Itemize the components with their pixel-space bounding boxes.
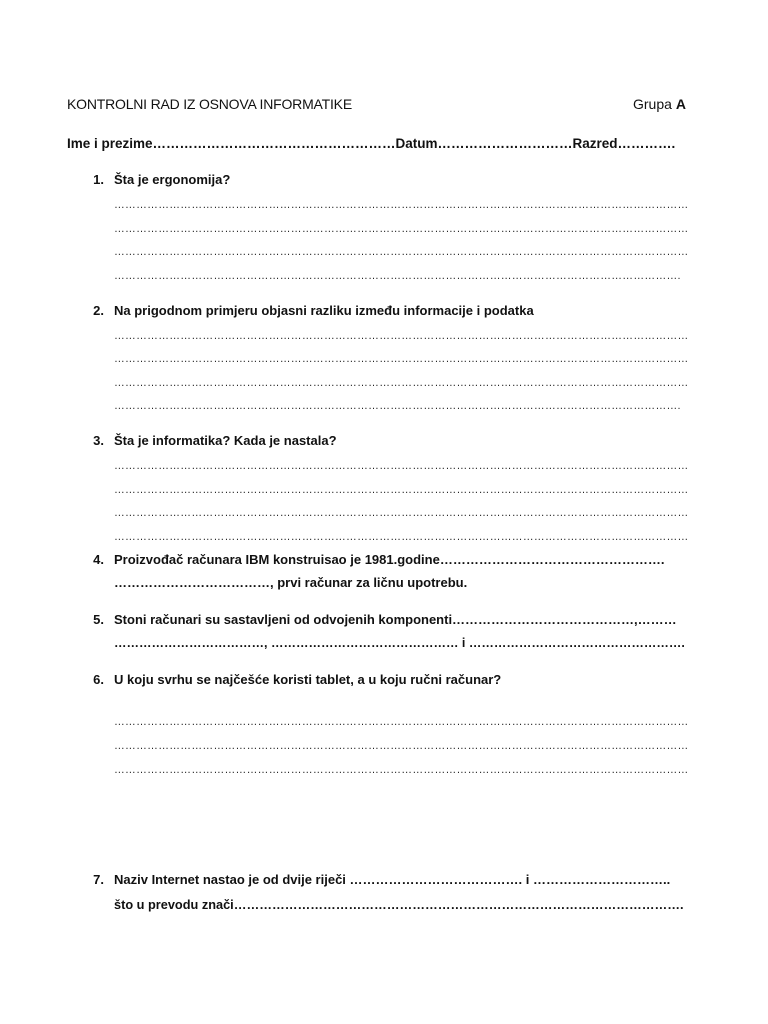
answer-line[interactable]: ………………………………………………………………………………………………………………………………………… bbox=[114, 740, 689, 752]
question-text: Proizvođač računara IBM konstruisao je 1981.godine……………………………………………. bbox=[114, 552, 665, 567]
question-text: Šta je ergonomija? bbox=[114, 172, 231, 187]
answer-line[interactable]: ………………………………………………………………………………………………………………………………………… bbox=[114, 330, 689, 342]
question-text: Naziv Internet nastao je od dvije riječi …………………………………. i ………………………….. bbox=[114, 872, 671, 887]
group-label-text: Grupa bbox=[633, 96, 672, 112]
question-number: 5. bbox=[93, 612, 104, 627]
answer-line[interactable]: ………………………………………………………………………………………………………………………………………… bbox=[114, 716, 689, 728]
group-value: A bbox=[675, 96, 687, 112]
answer-line[interactable]: ………………………………………………………………………………………………………………………………………. bbox=[114, 270, 681, 282]
answer-line[interactable]: ………………………………………………………………………………………………………………………………………… bbox=[114, 377, 689, 389]
question-number: 2. bbox=[93, 303, 104, 318]
question-text: Na prigodnom primjeru objasni razliku između informacije i podatka bbox=[114, 303, 534, 318]
page-title: KONTROLNI RAD IZ OSNOVA INFORMATIKE bbox=[67, 96, 352, 112]
answer-line[interactable]: ………………………………………………………………………………………………………………………………………… bbox=[114, 507, 689, 519]
question-text: Šta je informatika? Kada je nastala? bbox=[114, 433, 337, 448]
question-number: 3. bbox=[93, 433, 104, 448]
question-number: 1. bbox=[93, 172, 104, 187]
answer-line[interactable]: ………………………………………………………………………………………………………………………………………… bbox=[114, 460, 689, 472]
question-number: 7. bbox=[93, 872, 104, 887]
answer-line[interactable]: ………………………………………………………………………………………………………………………………………… bbox=[114, 531, 689, 543]
answer-line[interactable]: ………………………………………………………………………………………………………………………………………. bbox=[114, 400, 681, 412]
question-number: 4. bbox=[93, 552, 104, 567]
question-continuation[interactable]: ………………………………, ……………………………………… i ……………………………………………. bbox=[114, 636, 685, 650]
answer-line[interactable]: ………………………………………………………………………………………………………………………………………… bbox=[114, 764, 689, 776]
question-continuation[interactable]: što u prevodu znači……………………………………………………………………………………………. bbox=[114, 897, 684, 912]
answer-line[interactable]: ………………………………………………………………………………………………………………………………………… bbox=[114, 353, 689, 365]
question-text: U koju svrhu se najčešće koristi tablet, a u koju ručni računar? bbox=[114, 672, 502, 687]
answer-line[interactable]: ………………………………………………………………………………………………………………………………………… bbox=[114, 223, 689, 235]
answer-line[interactable]: ………………………………………………………………………………………………………………………………………… bbox=[114, 246, 689, 258]
question-number: 6. bbox=[93, 672, 104, 687]
answer-line[interactable]: ………………………………………………………………………………………………………………………………………… bbox=[114, 484, 689, 496]
group-label bbox=[633, 96, 686, 112]
answer-line[interactable]: ………………………………………………………………………………………………………………………………………… bbox=[114, 199, 689, 211]
question-continuation[interactable]: ………………………………, prvi računar za ličnu upotrebu. bbox=[114, 575, 468, 590]
student-info-line: Ime i prezime………………………………………………Datum…………………………Razred…………. bbox=[67, 136, 676, 151]
question-text: Stoni računari su sastavljeni od odvojenih komponenti……………………………………,……… bbox=[114, 612, 677, 627]
